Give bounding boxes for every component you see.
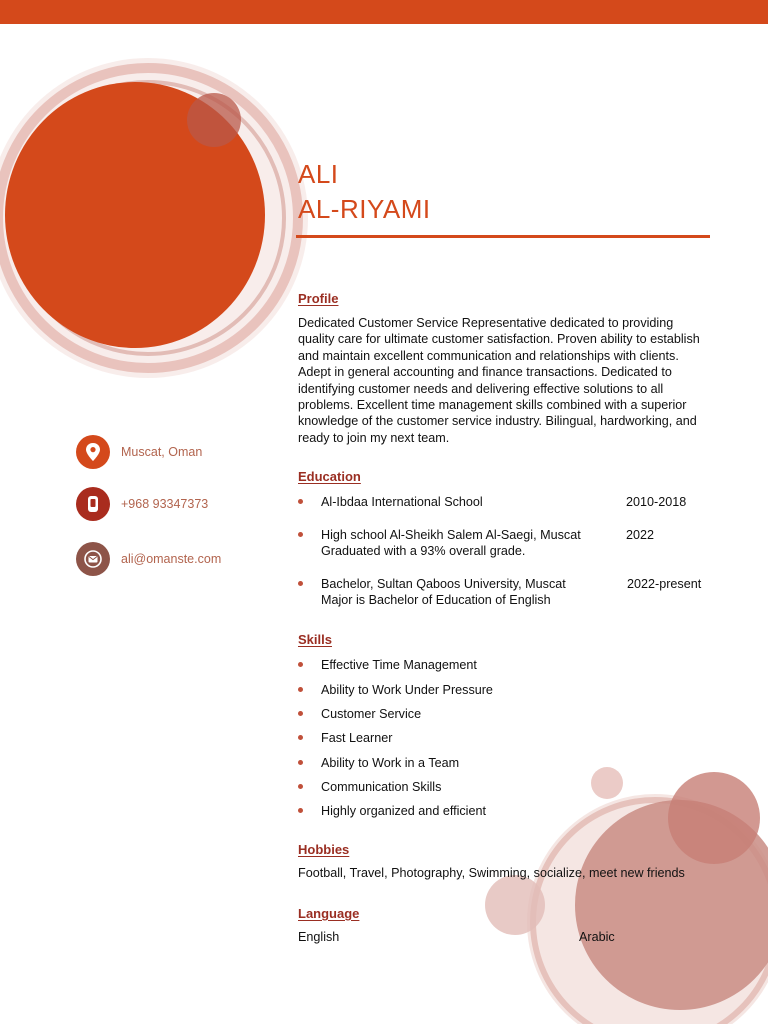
skill-label: Customer Service	[321, 707, 422, 721]
contact-email	[76, 542, 222, 576]
education-years: 2022-present	[627, 577, 702, 591]
education-years: 2010-2018	[626, 495, 687, 509]
education-title: High school Al-Sheikh Salem Al-Saegi, Muscat	[321, 528, 581, 542]
phone-icon	[76, 487, 110, 521]
skills-heading: Skills	[298, 632, 332, 647]
education-heading: Education	[298, 469, 361, 484]
skill-label: Ability to Work in a Team	[321, 756, 460, 770]
bullet	[298, 499, 303, 504]
bullet	[298, 808, 303, 813]
language-item: Arabic	[579, 930, 615, 944]
bullet	[298, 581, 303, 586]
education-years: 2022	[626, 528, 655, 542]
bullet	[298, 532, 303, 537]
education-title: Al-Ibdaa International School	[321, 495, 483, 509]
candidate-name	[298, 157, 431, 227]
bullet	[298, 784, 303, 789]
education-title: Bachelor, Sultan Qaboos University, Muscat	[321, 577, 566, 591]
name-divider	[296, 235, 710, 238]
skill-label: Effective Time Management	[321, 658, 477, 672]
profile-heading: Profile	[298, 291, 339, 306]
skill-label: Highly organized and efficient	[321, 804, 486, 818]
hobbies-heading: Hobbies	[298, 842, 350, 857]
skill-label: Communication Skills	[321, 780, 442, 794]
contact-phone	[76, 487, 209, 521]
language-item: English	[298, 930, 340, 944]
skill-label: Fast Learner	[321, 731, 393, 745]
hobbies-text: Football, Travel, Photography, Swimming, socialize, meet new friends	[298, 866, 685, 880]
bullet	[298, 711, 303, 716]
language-heading: Language	[298, 906, 360, 921]
phone-text[interactable]: +968 93347373	[121, 497, 209, 511]
mail-icon	[76, 542, 110, 576]
skill-label: Ability to Work Under Pressure	[321, 683, 493, 697]
last-name: AL-RIYAMI	[298, 194, 431, 224]
location-text: Muscat, Oman	[121, 445, 203, 459]
bullet	[298, 687, 303, 692]
contact-location	[76, 435, 203, 469]
bullet	[298, 662, 303, 667]
education-detail: Graduated with a 93% overall grade.	[321, 544, 526, 558]
first-name: ALI	[298, 159, 339, 189]
email-text[interactable]: ali@omanste.com	[121, 552, 222, 566]
bottom-right-circle-group	[485, 767, 768, 1024]
bullet	[298, 735, 303, 740]
bullet	[298, 760, 303, 765]
education-detail: Major is Bachelor of Education of English	[321, 593, 551, 607]
profile-text: Dedicated Customer Service Representative dedicated to providing quality care for ultimate customer satisfaction. Proven ability to establish and maintain excellent communication and relationships with clients. Adept in general accounting and finance transactions. Dedicated to identifying customer needs and delivering effective solutions to all problems. Excellent time management skills combined with a superior knowledge of the customer service industry. Bilingual, hardworking, and ready to join my next team.	[298, 316, 700, 445]
location-pin-icon	[76, 435, 110, 469]
top-left-circle-group	[0, 58, 308, 378]
